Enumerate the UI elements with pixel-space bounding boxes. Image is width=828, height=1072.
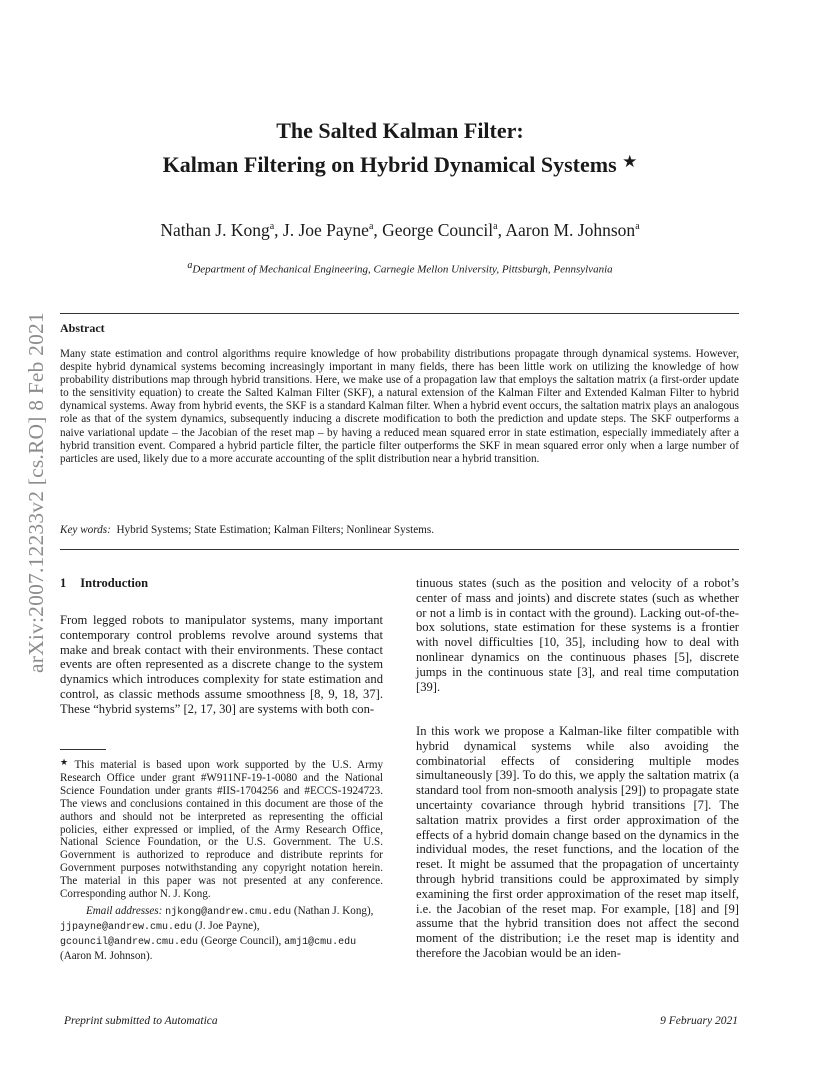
abstract-bottom-rule	[60, 549, 739, 550]
author-name: J. Joe Payne	[282, 220, 369, 240]
keywords	[60, 524, 434, 536]
author-affil-mark: a	[368, 221, 374, 233]
email-owner: (J. Joe Payne),	[194, 919, 260, 932]
intro-paragraph-1	[60, 613, 383, 717]
abstract-heading: Abstract	[60, 321, 105, 335]
keywords-label: Key words:	[60, 524, 111, 536]
intro-paragraph-2	[416, 576, 739, 694]
paper-title	[60, 115, 740, 180]
abstract-text: Many state estimation and control algorithms require knowledge of how probability distributions propagate through dynamical systems. However, despite hybrid dynamical systems becoming increasingly important in many fields, there has been little work on utilizing the knowledge of how probability distributions map through hybrid transitions. Here, we make use of a propagation law that employs the saltation matrix (a first-order update to the sensitivity equation) to create the Salted Kalman Filter (SKF), a natural extension of the Kalman Filter and Extended Kalman Filter to hybrid dynamical systems. Away from hybrid events, the SKF is a standard Kalman filter. When a hybrid event occurs, the saltation matrix plays an analogous role as that of the system dynamics, subsequently inducing a discrete modification to both the prediction and update steps. The SKF outperforms a naive variational update – the Jacobian of the reset map – by having a reduced mean squared error in state estimation, especially immediately after a hybrid transition event. Compared a hybrid particle filter, the particle filter outperforms the SKF in mean squared error only when a large number of particles are used, likely due to a more accurate accounting of the split distribution near a hybrid transition.	[60, 348, 739, 465]
email-label: Email addresses:	[86, 904, 163, 917]
section-heading	[60, 576, 148, 591]
title-line-2-text: Kalman Filtering on Hybrid Dynamical Systems	[162, 152, 617, 177]
email-link[interactable]: njkong@andrew.cmu.edu	[165, 906, 292, 918]
author-name: Aaron M. Johnson	[505, 220, 636, 240]
affiliation-mark: a	[187, 260, 193, 271]
arxiv-watermark	[14, 295, 58, 690]
email-owner: (Aaron M. Johnson).	[60, 949, 153, 962]
keywords-text: Hybrid Systems; State Estimation; Kalman Filters; Nonlinear Systems.	[116, 524, 435, 536]
email-link[interactable]: jjpayne@andrew.cmu.edu	[60, 921, 193, 933]
title-line-2	[60, 146, 740, 180]
email-addresses	[60, 905, 383, 963]
title-footnote-star: ★	[622, 152, 638, 171]
author-name: George Council	[382, 220, 494, 240]
page-date: 9 February 2021	[660, 1015, 738, 1027]
footnote-rule	[60, 749, 106, 750]
footnote	[60, 756, 383, 963]
section-number: 1	[60, 576, 67, 590]
email-owner: (Nathan J. Kong),	[293, 904, 374, 917]
author-list: Nathan J. Kong$^a$, J. Joe Payne$^a$, George Council$^a$, Aaron M. Johnson$^a$	[160, 220, 640, 240]
affiliation	[60, 260, 740, 276]
body-paragraph: From legged robots to manipulator systems, many important contemporary control problems revolve around systems that make and break contact with their environments. These contact events are often represented as a discrete change to the system dynamics which introduces complexity for state estimation and control, as classic methods assume smoothness [8, 9, 18, 37]. These “hybrid systems” [2, 17, 30] are systems with both con-	[60, 613, 383, 716]
footnote-mark: ★	[60, 757, 72, 767]
body-paragraph: tinuous states (such as the position and velocity of a robot’s center of mass and joints) and discrete states (such as whether or not a limb is in contact with the ground). Lacking out-of-the-box solutions, state estimation for these systems is a frontier with novel difficulties [10, 35], including how to deal with nonlinear dynamics on the continuous phases [5], discrete jumps in the continuous state [3], and real time computation [39].	[416, 576, 739, 694]
email-owner: (George Council),	[200, 934, 282, 947]
abstract-top-rule	[60, 313, 739, 314]
arxiv-identifier: arXiv:2007.12233v2 [cs.RO] 8 Feb 2021	[23, 312, 48, 673]
body-paragraph: In this work we propose a Kalman-like filter compatible with hybrid dynamical systems while also avoiding the combinatorial effects of considering multiple modes simultaneously [39]. To do this, we apply the saltation matrix (a standard tool from non-smooth analysis [29]) to propagate state uncertainty covariance through hybrid transitions [7]. The saltation matrix provides a first order approximation of the effects of a hybrid domain change based on the dynamics in the individual modes, the reset functions, and the location of the reset. It might be assumed that the propagation of uncertainty through hybrid transitions could be approximated by simply examining the first order approximation of the reset map itself, i.e. the Jacobian of the reset map. For example, [18] and [9] assume that the hybrid transition does not affect the second moment of the distribution; i.e the reset map is identity and therefore the Jacobian would be an iden-	[416, 724, 739, 960]
section-title: Introduction	[80, 576, 149, 590]
email-link[interactable]: gcouncil@andrew.cmu.edu	[60, 936, 199, 948]
author-affil-mark: a	[635, 221, 640, 233]
author-affil-mark: a	[493, 221, 498, 233]
footnote-text-block	[60, 756, 383, 901]
preprint-note: Preprint submitted to Automatica	[64, 1015, 218, 1027]
author-affil-mark: a	[269, 221, 275, 233]
title-line-1: The Salted Kalman Filter:	[276, 118, 524, 143]
intro-paragraph-3	[416, 724, 739, 961]
affiliation-text: Department of Mechanical Engineering, Carnegie Mellon University, Pittsburgh, Pennsylvania	[192, 263, 613, 276]
footnote-text: This material is based upon work supported by the U.S. Army Research Office under grant #W911NF-19-1-0080 and the National Science Foundation under grants #IIS-1704256 and #ECCS-1924723. The views and conclusions contained in this document are those of the authors and should not be interpreted as representing the official policies, either expressed or implied, of the Army Research Office, National Science Foundation, or the U.S. Government. The U.S. Government is authorized to reproduce and distribute reprints for Government purposes notwithstanding any copyright notation herein. The material in this paper was not presented at any conference. Corresponding author N. J. Kong.	[60, 759, 384, 901]
email-link[interactable]: amj1@cmu.edu	[284, 936, 357, 948]
author-name: Nathan J. Kong	[160, 220, 270, 240]
